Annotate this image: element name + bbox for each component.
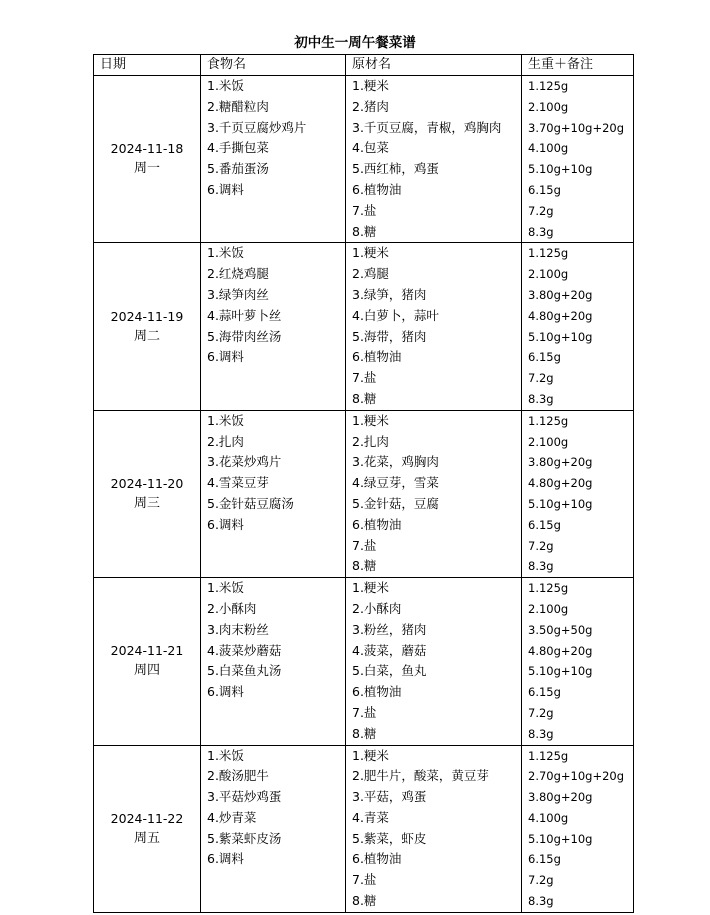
weight-item: 7.2g [528, 873, 554, 888]
food-item: 4.手撕包菜 [207, 140, 269, 156]
material-item: 8.糖 [352, 558, 377, 574]
food-item: 6.调料 [207, 516, 244, 532]
weight-item: 8.3g [528, 224, 554, 239]
material-item: 1.粳米 [352, 747, 389, 763]
food-item: 5.番茄蛋汤 [207, 161, 269, 177]
material-item: 7.盐 [352, 704, 377, 720]
menu-table [93, 54, 634, 913]
food-item: 2.小酥肉 [207, 600, 257, 616]
weight-item: 5.10g+10g [528, 831, 593, 846]
table-row [94, 410, 634, 577]
food-item: 6.调料 [207, 349, 244, 365]
weight-item: 5.10g+10g [528, 162, 593, 177]
weekday-text: 周一 [133, 161, 160, 177]
weight-item: 1.125g [528, 79, 569, 93]
weight-item: 5.10g+10g [528, 664, 593, 679]
weight-item: 4.80g+20g [528, 308, 593, 323]
food-item: 4.菠菜炒蘑菇 [207, 642, 282, 658]
food-item: 5.金针菇豆腐汤 [207, 495, 294, 511]
date-cell [94, 76, 201, 243]
weight-item: 3.70g+10g+20g [528, 120, 625, 135]
weight-item: 6.15g [528, 182, 561, 197]
food-cell-list [201, 76, 345, 201]
food-cell [201, 578, 346, 745]
food-item: 1.米饭 [207, 580, 244, 596]
weight-item: 8.3g [528, 726, 554, 741]
weight-cell-list [522, 76, 633, 242]
materials-cell-list [346, 243, 521, 409]
material-item: 4.白萝卜，蒜叶 [352, 307, 439, 323]
weight-item: 4.100g [528, 141, 569, 156]
materials-cell-list [346, 411, 521, 577]
food-cell-list [201, 746, 345, 871]
food-item: 2.酸汤肥牛 [207, 768, 269, 784]
material-item: 6.植物油 [352, 851, 402, 867]
table-row [94, 243, 634, 410]
food-item: 3.肉末粉丝 [207, 621, 269, 637]
weight-item: 1.125g [528, 581, 569, 596]
food-item: 3.平菇炒鸡蛋 [207, 789, 282, 805]
weight-item: 3.80g+20g [528, 455, 593, 470]
weekday-text: 周三 [133, 495, 160, 511]
food-cell-list [201, 578, 345, 703]
header-weight: 生重＋备注 [522, 55, 634, 76]
material-item: 7.盐 [352, 202, 377, 218]
weight-item: 8.3g [528, 391, 554, 406]
material-item: 4.包菜 [352, 140, 389, 156]
food-cell [201, 745, 346, 912]
food-cell-list [201, 411, 345, 536]
material-item: 7.盐 [352, 370, 377, 386]
date-cell [94, 745, 201, 912]
menu-body [94, 76, 634, 913]
weight-item: 8.3g [528, 894, 554, 909]
food-item: 3.绿笋肉丝 [207, 286, 269, 302]
weight-item: 4.80g+20g [528, 476, 593, 491]
table-header-row [94, 55, 634, 76]
food-item: 5.白菜鱼丸汤 [207, 663, 282, 679]
food-item: 6.调料 [207, 181, 244, 197]
weight-item: 1.125g [528, 413, 569, 428]
food-item: 2.红烧鸡腿 [207, 266, 269, 282]
material-item: 2.鸡腿 [352, 266, 389, 282]
food-item: 3.千页豆腐炒鸡片 [207, 119, 307, 135]
material-item: 5.西红柿，鸡蛋 [352, 161, 439, 177]
materials-cell-list [346, 76, 521, 242]
table-row [94, 76, 634, 243]
weight-cell-list [522, 578, 633, 744]
material-item: 7.盐 [352, 872, 377, 888]
material-item: 1.粳米 [352, 412, 389, 428]
material-item: 5.金针菇，豆腐 [352, 495, 439, 511]
header-materials: 原材名 [346, 55, 522, 76]
date-cell [94, 410, 201, 577]
materials-cell [346, 410, 522, 577]
material-item: 3.粉丝，猪肉 [352, 621, 427, 637]
material-item: 3.千页豆腐，青椒，鸡胸肉 [352, 119, 502, 135]
materials-cell [346, 578, 522, 745]
weight-item: 2.70g+10g+20g [528, 769, 625, 784]
material-item: 2.小酥肉 [352, 600, 402, 616]
material-item: 1.粳米 [352, 580, 389, 596]
food-item: 1.米饭 [207, 245, 244, 261]
food-item: 2.糖醋粒肉 [207, 98, 269, 114]
food-item: 4.雪菜豆芽 [207, 475, 269, 491]
table-row [94, 578, 634, 745]
material-item: 5.海带，猪肉 [352, 328, 427, 344]
weight-cell [522, 578, 634, 745]
header-date: 日期 [94, 55, 201, 76]
food-item: 1.米饭 [207, 78, 244, 93]
material-item: 8.糖 [352, 725, 377, 741]
weight-item: 3.80g+20g [528, 790, 593, 805]
weight-cell [522, 243, 634, 410]
material-item: 5.紫菜，虾皮 [352, 830, 427, 846]
material-item: 6.植物油 [352, 684, 402, 700]
page-title: 初中生一周午餐菜谱 [294, 35, 416, 51]
material-item: 8.糖 [352, 223, 377, 239]
material-item: 8.糖 [352, 893, 377, 909]
weight-item: 7.2g [528, 371, 554, 386]
material-item: 6.植物油 [352, 516, 402, 532]
date-cell [94, 243, 201, 410]
material-item: 6.植物油 [352, 181, 402, 197]
weight-item: 5.10g+10g [528, 329, 593, 344]
food-item: 5.紫菜虾皮汤 [207, 830, 282, 846]
weight-item: 8.3g [528, 559, 554, 574]
material-item: 2.扎肉 [352, 433, 389, 449]
weight-cell [522, 745, 634, 912]
weight-cell [522, 76, 634, 243]
materials-cell-list [346, 578, 521, 744]
weekday-text: 周二 [133, 328, 160, 344]
food-cell [201, 410, 346, 577]
food-cell-list [201, 243, 345, 368]
date-text: 2024-11-21 [110, 643, 184, 659]
weight-cell-list [522, 746, 633, 912]
material-item: 2.肥牛片，酸菜，黄豆芽 [352, 768, 489, 784]
table-row [94, 745, 634, 912]
food-item: 4.蒜叶萝卜丝 [207, 307, 282, 323]
weight-item: 1.125g [528, 246, 569, 261]
material-item: 2.猪肉 [352, 98, 389, 114]
weight-item: 6.15g [528, 350, 561, 365]
weight-item: 4.80g+20g [528, 643, 593, 658]
weight-item: 6.15g [528, 517, 561, 532]
materials-cell-list [346, 746, 521, 912]
material-item: 7.盐 [352, 537, 377, 553]
food-item: 6.调料 [207, 684, 244, 700]
weight-item: 3.50g+50g [528, 622, 593, 637]
date-text: 2024-11-22 [110, 810, 184, 826]
weight-item: 4.100g [528, 810, 569, 825]
date-text: 2024-11-18 [110, 141, 184, 157]
date-cell [94, 578, 201, 745]
weight-item: 7.2g [528, 705, 554, 720]
weekday-text: 周四 [133, 663, 160, 679]
material-item: 4.菠菜，蘑菇 [352, 642, 427, 658]
weight-cell-list [522, 411, 633, 577]
weight-item: 2.100g [528, 99, 569, 114]
material-item: 1.粳米 [352, 78, 389, 93]
weight-item: 2.100g [528, 267, 569, 282]
material-item: 6.植物油 [352, 349, 402, 365]
weight-item: 7.2g [528, 203, 554, 218]
weight-item: 3.80g+20g [528, 287, 593, 302]
food-item: 2.扎肉 [207, 433, 244, 449]
material-item: 3.绿笋，猪肉 [352, 286, 427, 302]
weight-cell-list [522, 243, 633, 409]
food-cell [201, 243, 346, 410]
food-item: 5.海带肉丝汤 [207, 328, 282, 344]
food-item: 4.炒青菜 [207, 809, 257, 825]
food-item: 3.花菜炒鸡片 [207, 454, 282, 470]
weight-item: 6.15g [528, 685, 561, 700]
header-food: 食物名 [201, 55, 346, 76]
food-item: 1.米饭 [207, 747, 244, 763]
food-item: 1.米饭 [207, 412, 244, 428]
material-item: 4.青菜 [352, 809, 389, 825]
materials-cell [346, 76, 522, 243]
weight-item: 6.15g [528, 852, 561, 867]
material-item: 3.平菇，鸡蛋 [352, 789, 427, 805]
weekday-text: 周五 [133, 830, 160, 846]
material-item: 5.白菜，鱼丸 [352, 663, 427, 679]
date-text: 2024-11-20 [110, 475, 184, 491]
materials-cell [346, 243, 522, 410]
material-item: 8.糖 [352, 390, 377, 406]
weight-item: 5.10g+10g [528, 496, 593, 511]
weight-item: 2.100g [528, 434, 569, 449]
date-text: 2024-11-19 [110, 308, 184, 324]
weight-cell [522, 410, 634, 577]
food-item: 6.调料 [207, 851, 244, 867]
material-item: 1.粳米 [352, 245, 389, 261]
material-item: 4.绿豆芽，雪菜 [352, 475, 439, 491]
weight-item: 1.125g [528, 748, 569, 763]
materials-cell [346, 745, 522, 912]
food-cell [201, 76, 346, 243]
material-item: 3.花菜，鸡胸肉 [352, 454, 439, 470]
weight-item: 7.2g [528, 538, 554, 553]
weight-item: 2.100g [528, 601, 569, 616]
